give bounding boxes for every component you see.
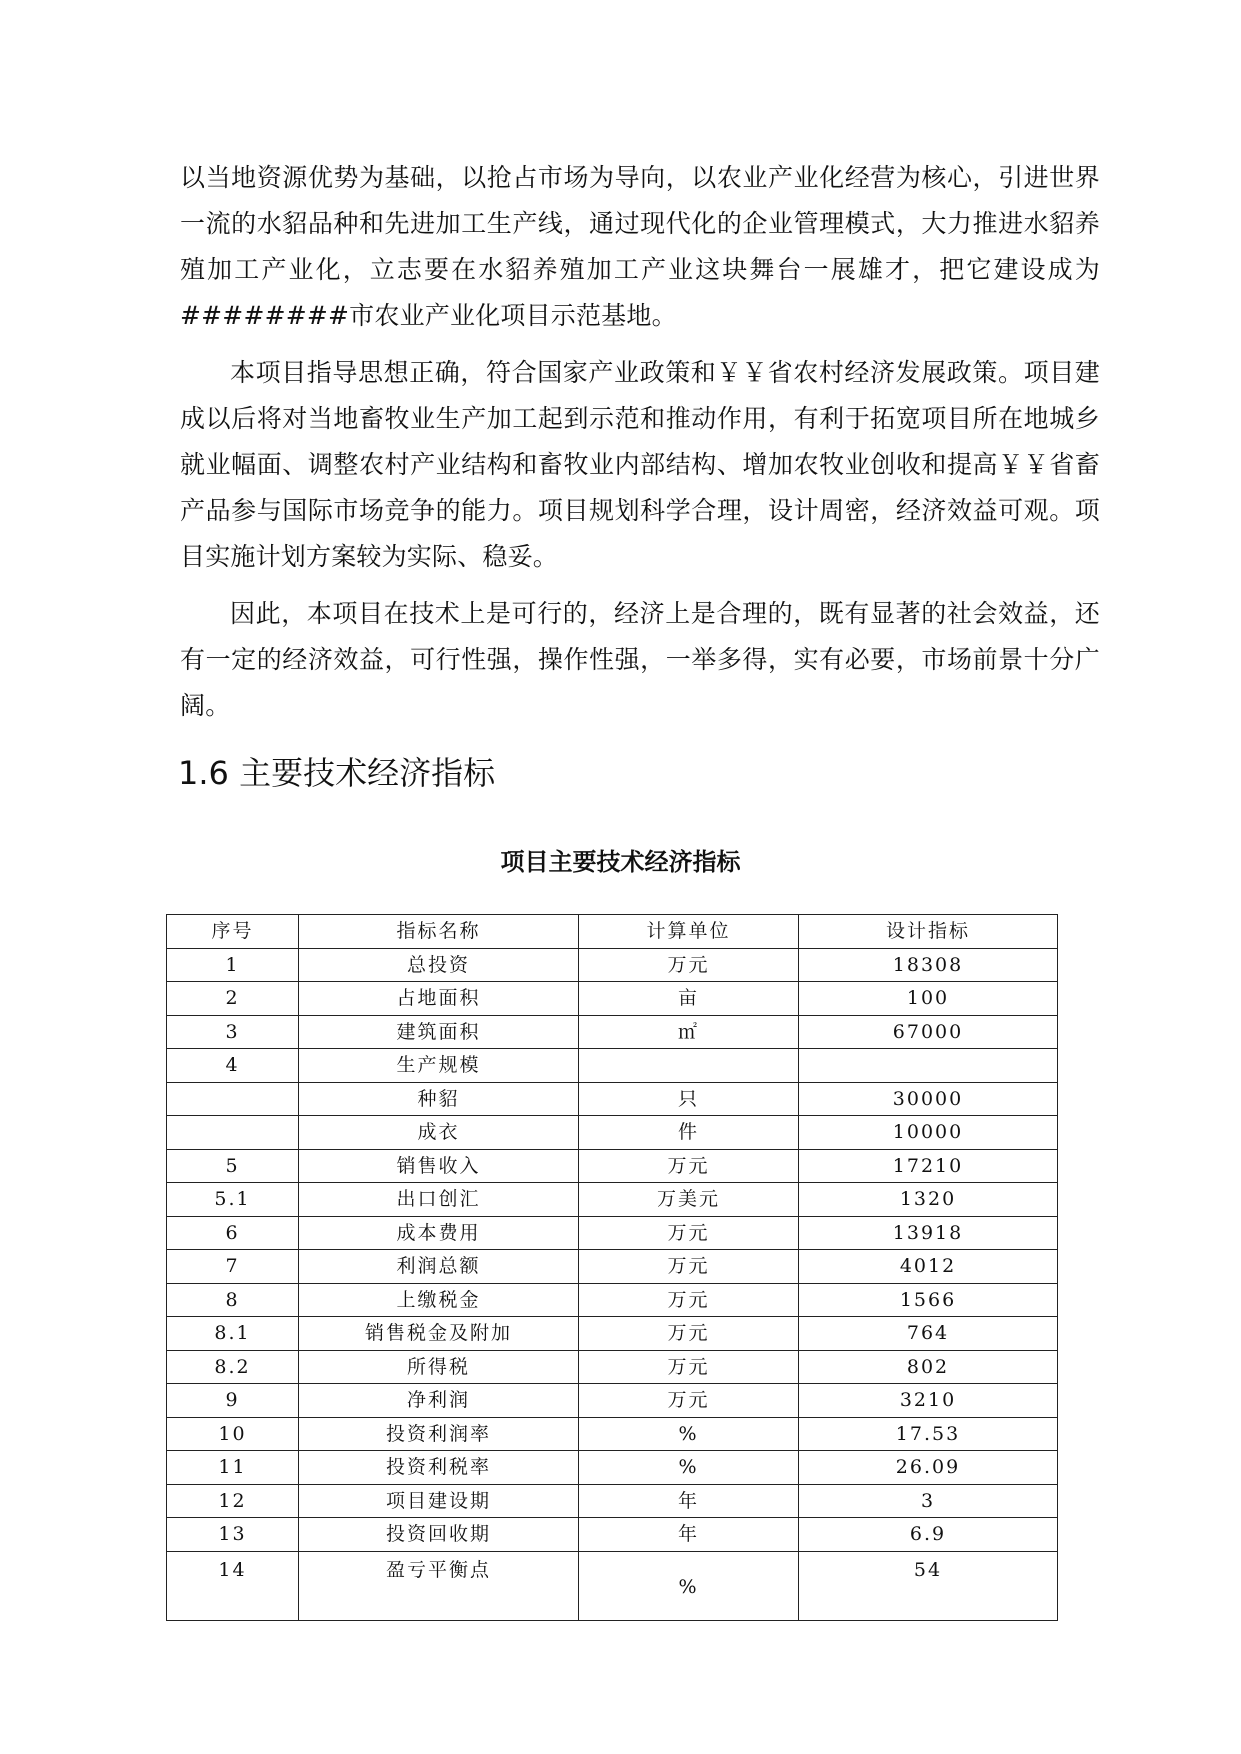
row-design-value: 67000 xyxy=(799,1015,1058,1049)
row-unit: 万元 xyxy=(579,1283,799,1317)
row-indicator-name: 成本费用 xyxy=(299,1216,579,1250)
row-design-value: 3 xyxy=(799,1484,1058,1518)
row-indicator-name: 占地面积 xyxy=(299,982,579,1016)
row-unit: 年 xyxy=(579,1518,799,1552)
row-index: 7 xyxy=(167,1250,299,1284)
table-row xyxy=(167,948,1058,982)
table-row xyxy=(167,1350,1058,1384)
row-design-value: 764 xyxy=(799,1317,1058,1351)
table-row xyxy=(167,1015,1058,1049)
row-unit: 万元 xyxy=(579,1317,799,1351)
header-unit: 计算单位 xyxy=(579,915,799,949)
paragraph-3: 因此，本项目在技术上是可行的，经济上是合理的，既有显著的社会效益，还有一定的经济效益，可行性强，操作性强，一举多得，实有必要，市场前景十分广阔。 xyxy=(180,599,1100,720)
metrics-table xyxy=(166,914,1058,1621)
table-row xyxy=(167,1518,1058,1552)
row-unit: % xyxy=(579,1551,799,1620)
row-unit: 万美元 xyxy=(579,1183,799,1217)
row-unit: 万元 xyxy=(579,1216,799,1250)
row-design-value: 4012 xyxy=(799,1250,1058,1284)
row-unit: ㎡ xyxy=(579,1015,799,1049)
table-row xyxy=(167,1484,1058,1518)
row-index xyxy=(167,1082,299,1116)
table-row xyxy=(167,1082,1058,1116)
row-design-value: 1566 xyxy=(799,1283,1058,1317)
table-row xyxy=(167,1216,1058,1250)
row-design-value xyxy=(799,1049,1058,1083)
row-index xyxy=(167,1116,299,1150)
table-row xyxy=(167,1116,1058,1150)
row-index: 10 xyxy=(167,1417,299,1451)
row-unit: 只 xyxy=(579,1082,799,1116)
table-row xyxy=(167,1417,1058,1451)
table-row xyxy=(167,1551,1058,1620)
row-unit: 亩 xyxy=(579,982,799,1016)
row-index: 9 xyxy=(167,1384,299,1418)
row-indicator-name: 投资利税率 xyxy=(299,1451,579,1485)
row-unit: 万元 xyxy=(579,948,799,982)
row-index: 8.1 xyxy=(167,1317,299,1351)
row-indicator-name: 出口创汇 xyxy=(299,1183,579,1217)
section-heading: 1.6 主要技术经济指标 xyxy=(178,754,496,792)
row-indicator-name: 上缴税金 xyxy=(299,1283,579,1317)
paragraph-1: 以当地资源优势为基础，以抢占市场为导向，以农业产业化经营为核心，引进世界一流的水貂品种和先进加工生产线，通过现代化的企业管理模式，大力推进水貂养殖加工产业化，立志要在水貂养殖加工产业这块舞台一展雄才，把它建设成为########市农业产业化项目示范基地。 xyxy=(180,163,1100,330)
row-design-value: 100 xyxy=(799,982,1058,1016)
row-design-value: 1320 xyxy=(799,1183,1058,1217)
table-row xyxy=(167,1183,1058,1217)
table-row xyxy=(167,1451,1058,1485)
row-index: 4 xyxy=(167,1049,299,1083)
paragraph-2: 本项目指导思想正确，符合国家产业政策和￥￥省农村经济发展政策。项目建成以后将对当地畜牧业生产加工起到示范和推动作用，有利于拓宽项目所在地城乡就业幅面、调整农村产业结构和畜牧业内部结构、增加农牧业创收和提高￥￥省畜产品参与国际市场竞争的能力。项目规划科学合理，设计周密，经济效益可观。项目实施计划方案较为实际、稳妥。 xyxy=(180,358,1100,571)
row-index: 2 xyxy=(167,982,299,1016)
row-index: 13 xyxy=(167,1518,299,1552)
row-index: 5.1 xyxy=(167,1183,299,1217)
row-indicator-name: 利润总额 xyxy=(299,1250,579,1284)
row-index: 14 xyxy=(167,1551,299,1620)
row-design-value: 30000 xyxy=(799,1082,1058,1116)
row-indicator-name: 投资回收期 xyxy=(299,1518,579,1552)
row-design-value: 802 xyxy=(799,1350,1058,1384)
row-design-value: 26.09 xyxy=(799,1451,1058,1485)
table-row xyxy=(167,1250,1058,1284)
row-design-value: 17.53 xyxy=(799,1417,1058,1451)
row-indicator-name: 投资利润率 xyxy=(299,1417,579,1451)
row-unit: 万元 xyxy=(579,1149,799,1183)
row-indicator-name: 销售税金及附加 xyxy=(299,1317,579,1351)
header-indicator-name: 指标名称 xyxy=(299,915,579,949)
row-unit xyxy=(579,1049,799,1083)
row-design-value: 13918 xyxy=(799,1216,1058,1250)
row-index: 11 xyxy=(167,1451,299,1485)
row-design-value: 6.9 xyxy=(799,1518,1058,1552)
table-body xyxy=(167,948,1058,1620)
table-row xyxy=(167,1317,1058,1351)
row-index: 8.2 xyxy=(167,1350,299,1384)
row-indicator-name: 成衣 xyxy=(299,1116,579,1150)
header-design-value: 设计指标 xyxy=(799,915,1058,949)
row-unit: 件 xyxy=(579,1116,799,1150)
row-index: 5 xyxy=(167,1149,299,1183)
table-row xyxy=(167,982,1058,1016)
table-row xyxy=(167,1283,1058,1317)
row-unit: % xyxy=(579,1451,799,1485)
table-row xyxy=(167,1149,1058,1183)
row-indicator-name: 所得税 xyxy=(299,1350,579,1384)
table-title: 项目主要技术经济指标 xyxy=(500,848,741,876)
row-indicator-name: 净利润 xyxy=(299,1384,579,1418)
row-index: 3 xyxy=(167,1015,299,1049)
row-indicator-name: 总投资 xyxy=(299,948,579,982)
row-index: 8 xyxy=(167,1283,299,1317)
row-unit: 万元 xyxy=(579,1350,799,1384)
row-index: 6 xyxy=(167,1216,299,1250)
row-indicator-name: 销售收入 xyxy=(299,1149,579,1183)
row-design-value: 18308 xyxy=(799,948,1058,982)
row-unit: 万元 xyxy=(579,1250,799,1284)
row-indicator-name: 建筑面积 xyxy=(299,1015,579,1049)
row-indicator-name: 生产规模 xyxy=(299,1049,579,1083)
header-index: 序号 xyxy=(167,915,299,949)
row-index: 1 xyxy=(167,948,299,982)
table-row xyxy=(167,1049,1058,1083)
row-indicator-name: 盈亏平衡点 xyxy=(299,1551,579,1620)
row-design-value: 17210 xyxy=(799,1149,1058,1183)
row-index: 12 xyxy=(167,1484,299,1518)
row-design-value: 3210 xyxy=(799,1384,1058,1418)
row-unit: 万元 xyxy=(579,1384,799,1418)
row-design-value: 10000 xyxy=(799,1116,1058,1150)
row-unit: % xyxy=(579,1417,799,1451)
row-indicator-name: 项目建设期 xyxy=(299,1484,579,1518)
table-header-row xyxy=(167,915,1058,949)
row-indicator-name: 种貂 xyxy=(299,1082,579,1116)
row-design-value: 54 xyxy=(799,1551,1058,1620)
row-unit: 年 xyxy=(579,1484,799,1518)
table-row xyxy=(167,1384,1058,1418)
